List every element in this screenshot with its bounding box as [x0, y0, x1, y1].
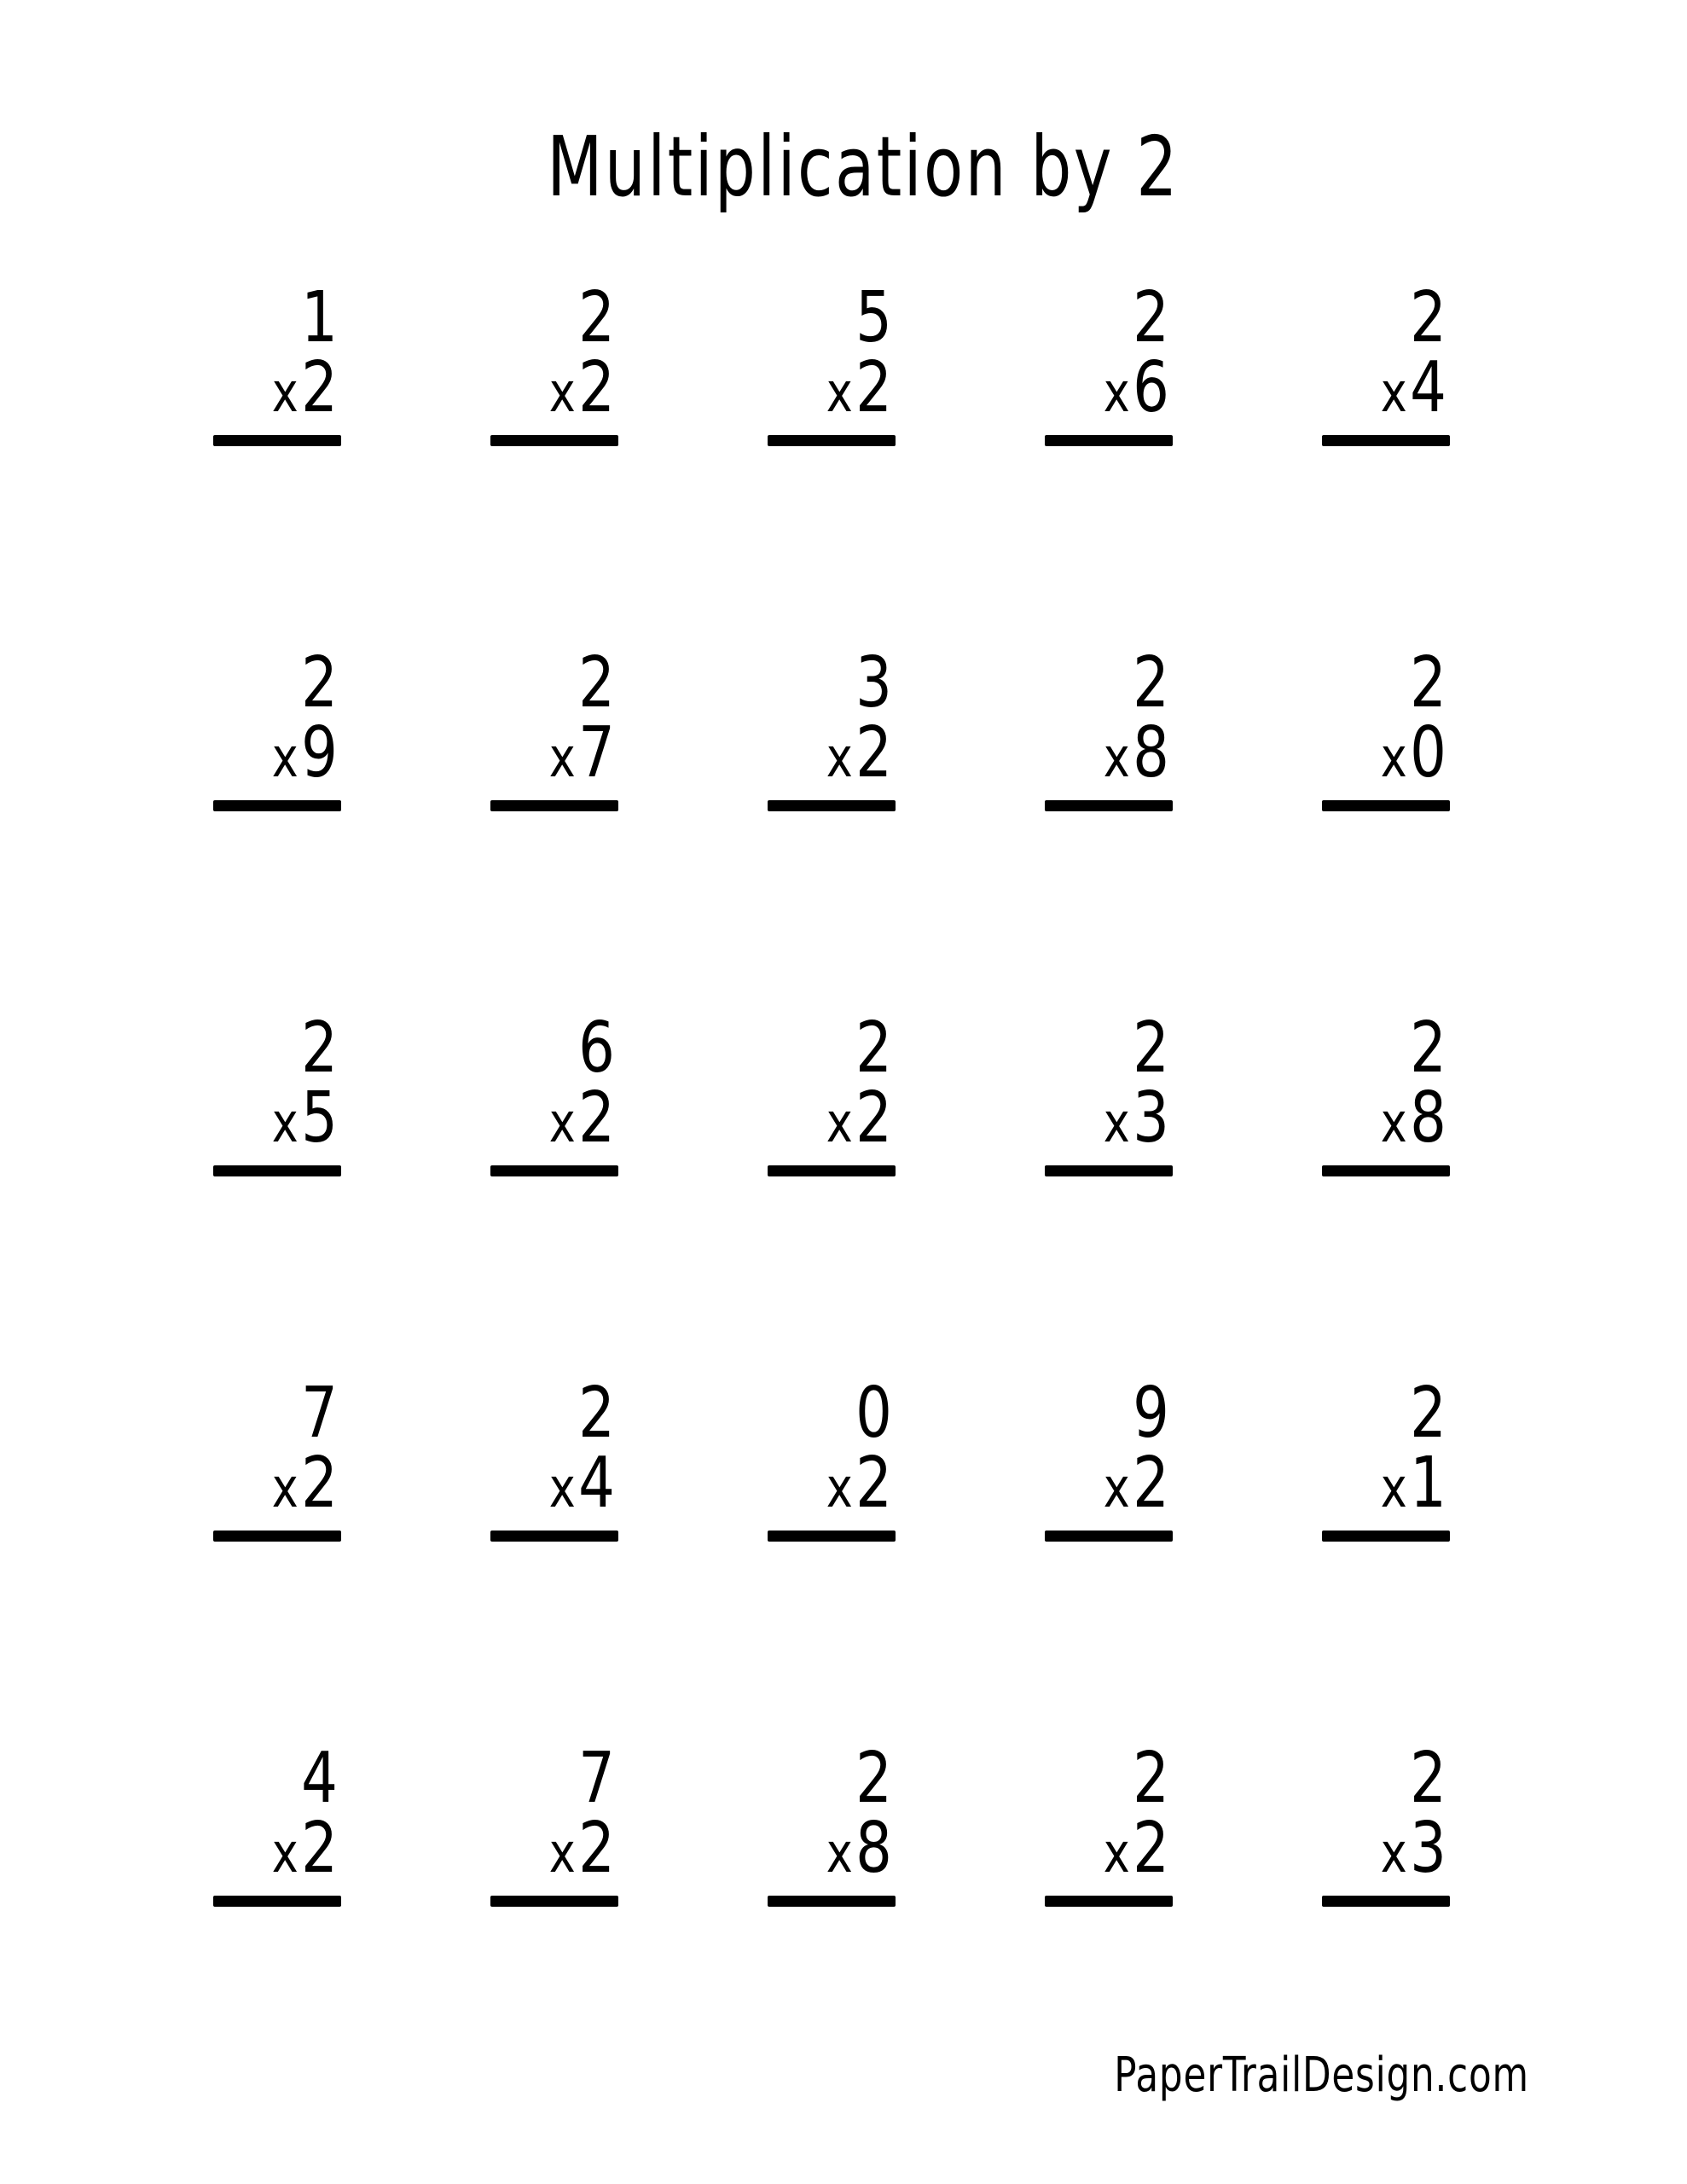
answer-line — [490, 435, 618, 446]
multiplication-problem — [213, 1008, 341, 1379]
top-operand: 2 — [301, 1008, 338, 1089]
bottom-operand-row — [236, 1808, 341, 1889]
bottom-operand: 9 — [301, 712, 338, 793]
multiply-sign: x — [271, 362, 302, 425]
answer-line — [768, 800, 896, 811]
bottom-operand: 2 — [301, 1808, 338, 1889]
answer-line — [490, 1896, 618, 1907]
multiplication-problem — [768, 642, 896, 1014]
answer-line — [1322, 800, 1450, 811]
multiplication-problem — [1322, 642, 1450, 1014]
top-operand: 2 — [1410, 1008, 1446, 1089]
multiply-sign: x — [271, 727, 302, 790]
top-operand: 3 — [855, 642, 892, 723]
top-operand: 2 — [301, 642, 338, 723]
answer-line — [768, 1531, 896, 1542]
bottom-operand: 5 — [301, 1077, 338, 1159]
multiply-sign: x — [1103, 727, 1133, 790]
top-operand: 7 — [578, 1738, 615, 1819]
multiplication-problem — [213, 642, 341, 1014]
top-operand: 6 — [578, 1008, 615, 1089]
multiply-sign: x — [826, 1822, 856, 1885]
multiplication-problem — [490, 1008, 618, 1379]
multiplication-problem — [1045, 277, 1173, 648]
bottom-operand-row — [236, 1443, 341, 1524]
multiply-sign: x — [1380, 1822, 1411, 1885]
multiplication-problem — [490, 1373, 618, 1744]
bottom-operand-row — [1068, 347, 1173, 428]
bottom-operand: 3 — [1410, 1808, 1446, 1889]
bottom-operand-row — [791, 712, 896, 793]
multiply-sign: x — [271, 1822, 302, 1885]
top-operand: 2 — [578, 277, 615, 358]
answer-line — [490, 800, 618, 811]
bottom-operand: 8 — [855, 1808, 892, 1889]
top-operand: 0 — [855, 1373, 892, 1454]
bottom-operand-row — [1345, 1808, 1450, 1889]
multiplication-problem — [768, 1008, 896, 1379]
top-operand: 2 — [855, 1738, 892, 1819]
answer-line — [768, 435, 896, 446]
multiply-sign: x — [271, 1457, 302, 1520]
bottom-operand: 2 — [855, 1077, 892, 1159]
bottom-operand: 0 — [1410, 712, 1446, 793]
bottom-operand: 3 — [1133, 1077, 1169, 1159]
top-operand: 1 — [301, 277, 338, 358]
multiplication-problem — [213, 1738, 341, 2109]
bottom-operand-row — [1345, 1443, 1450, 1524]
top-operand: 7 — [301, 1373, 338, 1454]
multiply-sign: x — [1103, 1092, 1133, 1155]
multiplication-problem — [1322, 1373, 1450, 1744]
multiply-sign: x — [1380, 1092, 1411, 1155]
answer-line — [213, 435, 341, 446]
bottom-operand: 2 — [855, 347, 892, 428]
multiplication-problem — [768, 1738, 896, 2109]
answer-line — [1045, 435, 1173, 446]
multiplication-problem — [768, 277, 896, 648]
bottom-operand-row — [1345, 1077, 1450, 1159]
answer-line — [1045, 800, 1173, 811]
answer-line — [1322, 435, 1450, 446]
top-operand: 2 — [855, 1008, 892, 1089]
multiplication-problem — [1045, 1373, 1173, 1744]
bottom-operand: 6 — [1133, 347, 1169, 428]
bottom-operand: 2 — [1133, 1443, 1169, 1524]
bottom-operand-row — [1068, 1808, 1173, 1889]
footer-credit: PaperTrailDesign.com — [1114, 2048, 1529, 2103]
bottom-operand: 7 — [578, 712, 615, 793]
bottom-operand-row — [236, 712, 341, 793]
bottom-operand: 8 — [1133, 712, 1169, 793]
bottom-operand: 2 — [578, 1077, 615, 1159]
top-operand: 2 — [1133, 1008, 1169, 1089]
bottom-operand: 1 — [1410, 1443, 1446, 1524]
bottom-operand-row — [236, 1077, 341, 1159]
bottom-operand: 4 — [578, 1443, 615, 1524]
answer-line — [213, 1165, 341, 1176]
bottom-operand: 2 — [855, 712, 892, 793]
bottom-operand-row — [1068, 712, 1173, 793]
problems-grid — [213, 277, 1450, 2109]
multiplication-problem — [490, 277, 618, 648]
bottom-operand-row — [1068, 1077, 1173, 1159]
bottom-operand-row — [791, 1077, 896, 1159]
bottom-operand: 4 — [1410, 347, 1446, 428]
worksheet-title: Multiplication by 2 — [547, 119, 1180, 215]
bottom-operand-row — [1345, 712, 1450, 793]
multiply-sign: x — [548, 727, 579, 790]
multiplication-problem — [1322, 1008, 1450, 1379]
answer-line — [213, 800, 341, 811]
multiply-sign: x — [826, 1457, 856, 1520]
top-operand: 4 — [301, 1738, 338, 1819]
bottom-operand: 2 — [578, 1808, 615, 1889]
answer-line — [213, 1896, 341, 1907]
bottom-operand-row — [513, 347, 618, 428]
answer-line — [1045, 1896, 1173, 1907]
multiply-sign: x — [548, 362, 579, 425]
multiply-sign: x — [1103, 362, 1133, 425]
bottom-operand-row — [513, 1443, 618, 1524]
answer-line — [1322, 1896, 1450, 1907]
bottom-operand-row — [791, 1808, 896, 1889]
answer-line — [490, 1531, 618, 1542]
multiply-sign: x — [548, 1457, 579, 1520]
top-operand: 9 — [1133, 1373, 1169, 1454]
top-operand: 2 — [1410, 1738, 1446, 1819]
multiply-sign: x — [1103, 1822, 1133, 1885]
multiplication-problem — [213, 1373, 341, 1744]
multiplication-problem — [1045, 1008, 1173, 1379]
multiplication-problem — [768, 1373, 896, 1744]
multiply-sign: x — [826, 727, 856, 790]
multiply-sign: x — [548, 1822, 579, 1885]
multiply-sign: x — [1380, 1457, 1411, 1520]
multiply-sign: x — [1380, 362, 1411, 425]
multiplication-problem — [213, 277, 341, 648]
multiply-sign: x — [1103, 1457, 1133, 1520]
answer-line — [213, 1531, 341, 1542]
answer-line — [1322, 1165, 1450, 1176]
multiply-sign: x — [548, 1092, 579, 1155]
top-operand: 2 — [1410, 277, 1446, 358]
top-operand: 2 — [1410, 642, 1446, 723]
multiplication-problem — [1045, 642, 1173, 1014]
bottom-operand-row — [513, 1808, 618, 1889]
bottom-operand-row — [1068, 1443, 1173, 1524]
bottom-operand: 2 — [578, 347, 615, 428]
answer-line — [1045, 1531, 1173, 1542]
bottom-operand-row — [791, 1443, 896, 1524]
bottom-operand: 2 — [1133, 1808, 1169, 1889]
answer-line — [1045, 1165, 1173, 1176]
bottom-operand-row — [791, 347, 896, 428]
multiply-sign: x — [826, 362, 856, 425]
bottom-operand: 8 — [1410, 1077, 1446, 1159]
answer-line — [768, 1896, 896, 1907]
top-operand: 2 — [1133, 277, 1169, 358]
multiply-sign: x — [1380, 727, 1411, 790]
answer-line — [768, 1165, 896, 1176]
bottom-operand-row — [513, 1077, 618, 1159]
answer-line — [1322, 1531, 1450, 1542]
multiply-sign: x — [826, 1092, 856, 1155]
top-operand: 2 — [578, 1373, 615, 1454]
bottom-operand: 2 — [301, 1443, 338, 1524]
bottom-operand-row — [1345, 347, 1450, 428]
top-operand: 2 — [1133, 642, 1169, 723]
multiplication-problem — [1322, 277, 1450, 648]
bottom-operand: 2 — [301, 347, 338, 428]
bottom-operand-row — [236, 347, 341, 428]
bottom-operand-row — [513, 712, 618, 793]
top-operand: 2 — [578, 642, 615, 723]
top-operand: 2 — [1410, 1373, 1446, 1454]
multiply-sign: x — [271, 1092, 302, 1155]
top-operand: 2 — [1133, 1738, 1169, 1819]
top-operand: 5 — [855, 277, 892, 358]
bottom-operand: 2 — [855, 1443, 892, 1524]
answer-line — [490, 1165, 618, 1176]
multiplication-problem — [490, 1738, 618, 2109]
multiplication-problem — [490, 642, 618, 1014]
